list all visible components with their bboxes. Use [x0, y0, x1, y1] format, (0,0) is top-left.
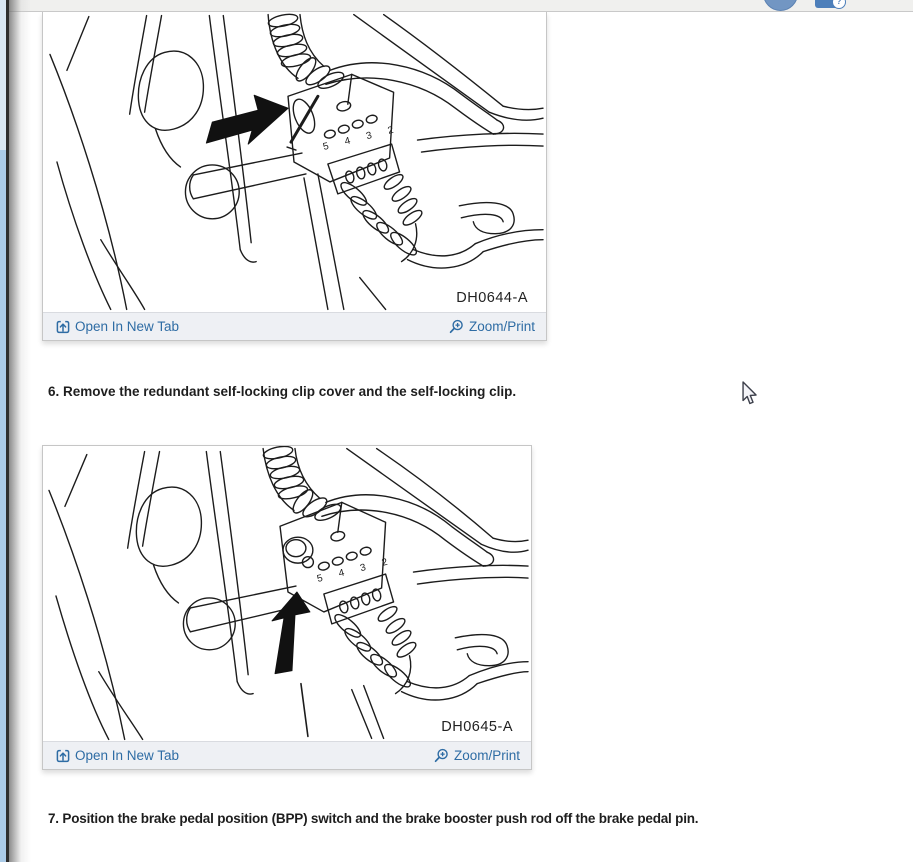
zoom-print-link[interactable]	[433, 748, 520, 764]
avatar[interactable]	[763, 0, 798, 11]
technical-drawing-bpp-switch-removed-clip	[43, 446, 529, 741]
instruction-step-6: 6. Remove the redundant self-locking clip cover and the self-locking clip.	[48, 384, 517, 399]
figure-toolbar	[43, 312, 546, 340]
figure-label: DH0645-A	[441, 719, 513, 735]
open-in-new-tab-icon	[56, 320, 70, 334]
open-in-new-tab-icon	[56, 749, 70, 763]
zoom-print-link[interactable]	[448, 319, 535, 335]
figure-image-area	[43, 12, 546, 312]
instruction-step-7: 7. Position the brake pedal position (BPP) switch and the brake booster push rod off the brake pedal pin.	[48, 811, 699, 826]
open-in-new-tab-label: Open In New Tab	[75, 319, 180, 334]
technical-drawing-bpp-switch-clip	[43, 12, 544, 312]
figure-dh0645	[42, 445, 532, 770]
document-page	[9, 12, 913, 862]
mouse-cursor	[740, 381, 760, 405]
zoom-in-icon	[448, 319, 464, 335]
open-in-new-tab-link[interactable]	[56, 319, 179, 334]
help-badge-icon: ?	[832, 0, 846, 9]
pin-labels: 5 4 3 2	[321, 123, 402, 153]
pin-labels: 5 4 3 2	[315, 555, 396, 585]
zoom-print-label: Zoom/Print	[453, 748, 520, 763]
figure-image-area	[43, 446, 531, 741]
browser-toolbar	[9, 0, 913, 12]
open-in-new-tab-label: Open In New Tab	[75, 748, 180, 763]
figure-toolbar	[43, 741, 531, 769]
zoom-in-icon	[433, 748, 449, 764]
zoom-print-label: Zoom/Print	[468, 319, 535, 334]
figure-dh0644	[42, 12, 547, 341]
open-in-new-tab-link[interactable]	[56, 748, 179, 763]
figure-label: DH0644-A	[456, 290, 528, 306]
